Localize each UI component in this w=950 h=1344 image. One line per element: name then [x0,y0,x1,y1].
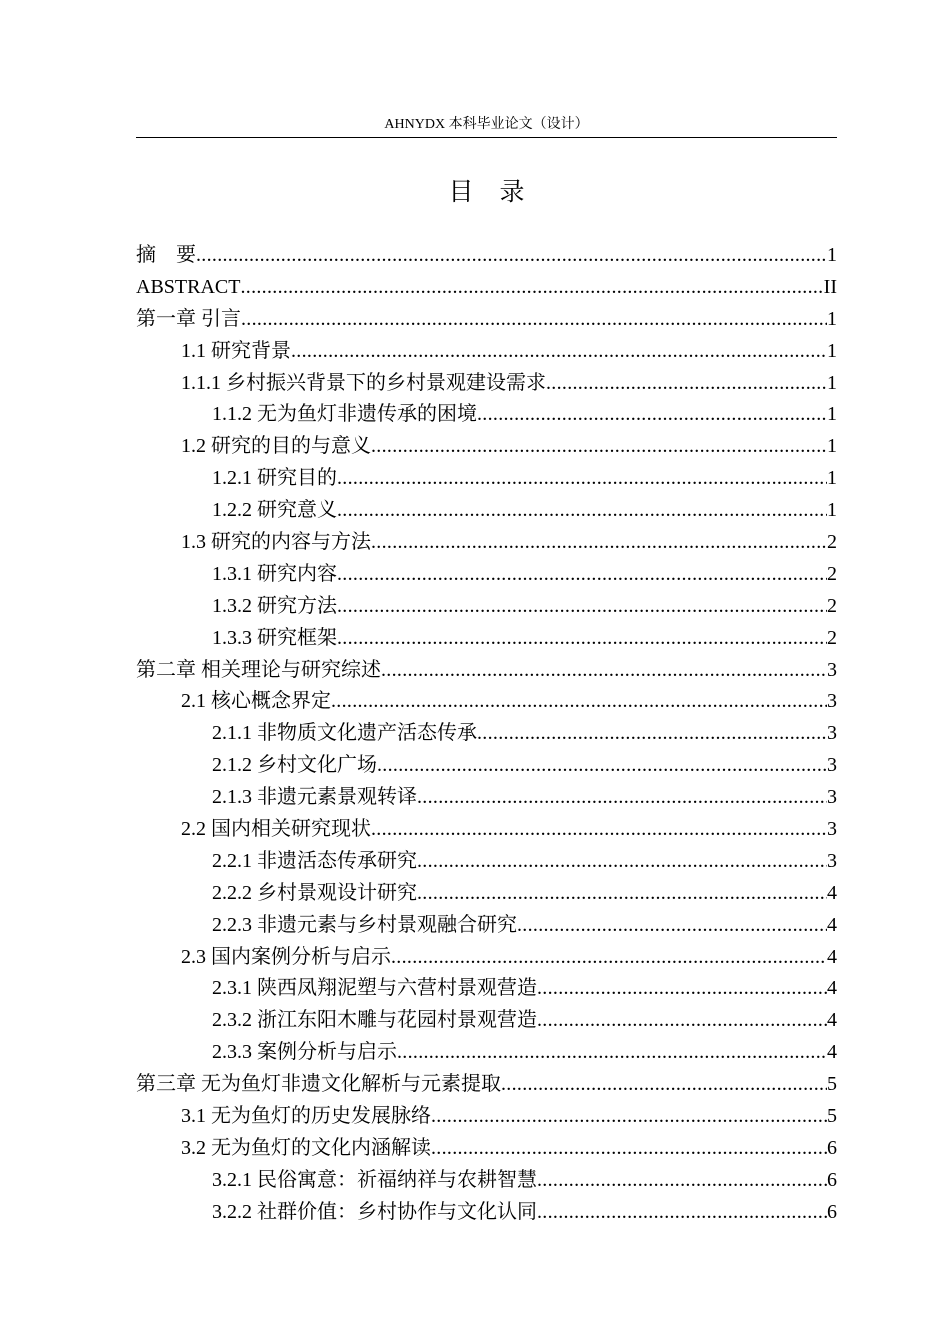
toc-entry-page-number: 1 [827,403,837,426]
toc-entry-page-number: 3 [827,849,837,872]
toc-entry-page-number: 1 [827,467,837,490]
toc-entry-label: 1.1.1 乡村振兴背景下的乡村景观建设需求 [181,371,546,394]
toc-dot-leader [477,399,827,431]
toc-entry-label: 2.2.3 非遗元素与乡村景观融合研究 [212,913,517,936]
toc-dot-leader [381,655,827,687]
toc-entry[interactable] [136,1005,837,1037]
toc-dot-leader [337,559,827,591]
toc-entry[interactable] [136,1197,837,1229]
toc-dot-leader [371,814,827,846]
toc-dot-leader [391,942,827,974]
toc-entry[interactable] [136,463,837,495]
toc-entry[interactable] [136,973,837,1005]
toc-entry-page-number: 4 [827,1041,837,1064]
toc-entry-label: 2.3.2 浙江东阳木雕与花园村景观营造 [212,1009,537,1032]
toc-entry-page-number: 3 [827,754,837,777]
toc-entry-page-number: 1 [827,435,837,458]
toc-entry-page-number: 1 [827,244,837,266]
toc-entry-page-number: 2 [827,562,837,585]
toc-entry[interactable] [136,1037,837,1069]
toc-dot-leader [501,1069,827,1101]
toc-entry[interactable] [136,750,837,782]
toc-entry-label: 3.1 无为鱼灯的历史发展脉络 [181,1105,431,1128]
toc-dot-leader [546,368,827,400]
toc-entry-label: 第二章 相关理论与研究综述 [136,658,381,681]
toc-dot-leader [517,910,827,942]
toc-entry[interactable] [136,591,837,623]
toc-entry-label: 2.1.1 非物质文化遗产活态传承 [212,722,477,745]
toc-dot-leader [240,272,823,304]
toc-entry-page-number: 1 [827,339,837,362]
toc-entry[interactable] [136,272,837,304]
toc-dot-leader [241,304,827,336]
toc-dot-leader [477,718,827,750]
toc-entry[interactable] [136,399,837,431]
toc-entry-label: 1.3.3 研究框架 [212,626,337,649]
toc-dot-leader [337,591,827,623]
toc-entry[interactable] [136,304,837,336]
toc-entry-page-number: 3 [827,786,837,809]
toc-entry-page-number: 3 [827,658,837,681]
toc-entry-page-number: 4 [827,1009,837,1032]
toc-entry-page-number: 6 [827,1136,837,1159]
toc-entry-page-number: 6 [827,1168,837,1191]
toc-dot-leader [537,1005,827,1037]
toc-entry[interactable] [136,495,837,527]
toc-entry-label: 2.2.2 乡村景观设计研究 [212,881,417,904]
toc-entry-label: 1.1.2 无为鱼灯非遗传承的困境 [212,403,477,426]
toc-entry-page-number: 3 [827,722,837,745]
toc-entry[interactable] [136,878,837,910]
toc-entry[interactable] [136,559,837,591]
toc-entry[interactable] [136,240,837,272]
toc-dot-leader [537,973,827,1005]
toc-entry-page-number: 2 [827,531,837,554]
toc-entry-page-number: 5 [827,1073,837,1096]
toc-entry-label: 2.1.2 乡村文化广场 [212,754,377,777]
toc-dot-leader [337,495,827,527]
toc-dot-leader [371,527,827,559]
toc-entry-label: 3.2.2 社群价值：乡村协作与文化认同 [212,1200,537,1223]
toc-entry[interactable] [136,368,837,400]
toc-entry-label: 第三章 无为鱼灯非遗文化解析与元素提取 [136,1073,501,1096]
toc-dot-leader [337,463,827,495]
toc-entry-page-number: 4 [827,945,837,968]
toc-dot-leader [291,336,827,368]
toc-entry-label: ABSTRACT [136,275,241,298]
toc-entry-label: 1.3.1 研究内容 [212,562,337,585]
toc-dot-leader [417,782,827,814]
toc-entry-label: 第一章 引言 [136,307,241,330]
toc-entry[interactable] [136,942,837,974]
toc-entry-page-number: 2 [827,626,837,649]
toc-entry-label: 3.2 无为鱼灯的文化内涵解读 [181,1136,431,1159]
toc-entry-page-number: 3 [827,690,837,713]
toc-entry[interactable] [136,814,837,846]
toc-entry[interactable] [136,782,837,814]
toc-entry[interactable] [136,336,837,368]
toc-entry-label: 2.3.1 陕西凤翔泥塑与六营村景观营造 [212,977,537,1000]
running-header: AHNYDX 本科毕业论文（设计） [384,117,589,132]
toc-entry-label: 2.2.1 非遗活态传承研究 [212,849,417,872]
toc-dot-leader [337,623,827,655]
toc-entry[interactable] [136,431,837,463]
toc-entry[interactable] [136,718,837,750]
toc-entry-label: 2.2 国内相关研究现状 [181,818,371,841]
toc-entry-label: 摘 要 [136,244,196,266]
toc-entry[interactable] [136,623,837,655]
toc-entry-page-number: 1 [827,307,837,330]
toc-dot-leader [196,240,827,272]
toc-dot-leader [537,1165,827,1197]
toc-entry-page-number: 4 [827,977,837,1000]
toc-entry-label: 1.2 研究的目的与意义 [181,435,371,458]
toc-title: 目录 [448,179,551,206]
toc-entry-label: 3.2.1 民俗寓意：祈福纳祥与农耕智慧 [212,1168,537,1191]
toc-entry-label: 2.1.3 非遗元素景观转译 [212,786,417,809]
toc-entry-label: 1.2.2 研究意义 [212,499,337,522]
toc-entry[interactable] [136,527,837,559]
toc-dot-leader [431,1133,827,1165]
toc-entry-label: 2.1 核心概念界定 [181,690,331,713]
toc-dot-leader [331,686,827,718]
toc-dot-leader [431,1101,827,1133]
toc-entry[interactable] [136,1069,837,1101]
toc-entry[interactable] [136,686,837,718]
toc-entry-label: 1.3.2 研究方法 [212,594,337,617]
toc-dot-leader [371,431,827,463]
toc-entry[interactable] [136,1133,837,1165]
toc-entry-label: 1.1 研究背景 [181,339,291,362]
table-of-contents [136,240,837,1229]
toc-entry-label: 1.3 研究的内容与方法 [181,531,371,554]
toc-dot-leader [397,1037,827,1069]
toc-entry-label: 2.3 国内案例分析与启示 [181,945,391,968]
toc-entry-label: 1.2.1 研究目的 [212,467,337,490]
toc-dot-leader [417,878,827,910]
toc-entry[interactable] [136,1165,837,1197]
toc-entry[interactable] [136,655,837,687]
toc-dot-leader [417,846,827,878]
toc-entry-page-number: 4 [827,913,837,936]
toc-entry-page-number: 1 [827,499,837,522]
toc-entry-label: 2.3.3 案例分析与启示 [212,1041,397,1064]
header-rule [136,137,837,138]
toc-dot-leader [377,750,827,782]
toc-entry-page-number: 6 [827,1200,837,1223]
toc-entry[interactable] [136,1101,837,1133]
toc-entry[interactable] [136,846,837,878]
toc-entry-page-number: 3 [827,818,837,841]
toc-entry[interactable] [136,910,837,942]
toc-entry-page-number: 5 [827,1105,837,1128]
toc-entry-page-number: II [823,275,837,298]
toc-entry-page-number: 1 [827,371,837,394]
toc-entry-page-number: 4 [827,881,837,904]
toc-entry-page-number: 2 [827,594,837,617]
toc-dot-leader [537,1197,827,1229]
